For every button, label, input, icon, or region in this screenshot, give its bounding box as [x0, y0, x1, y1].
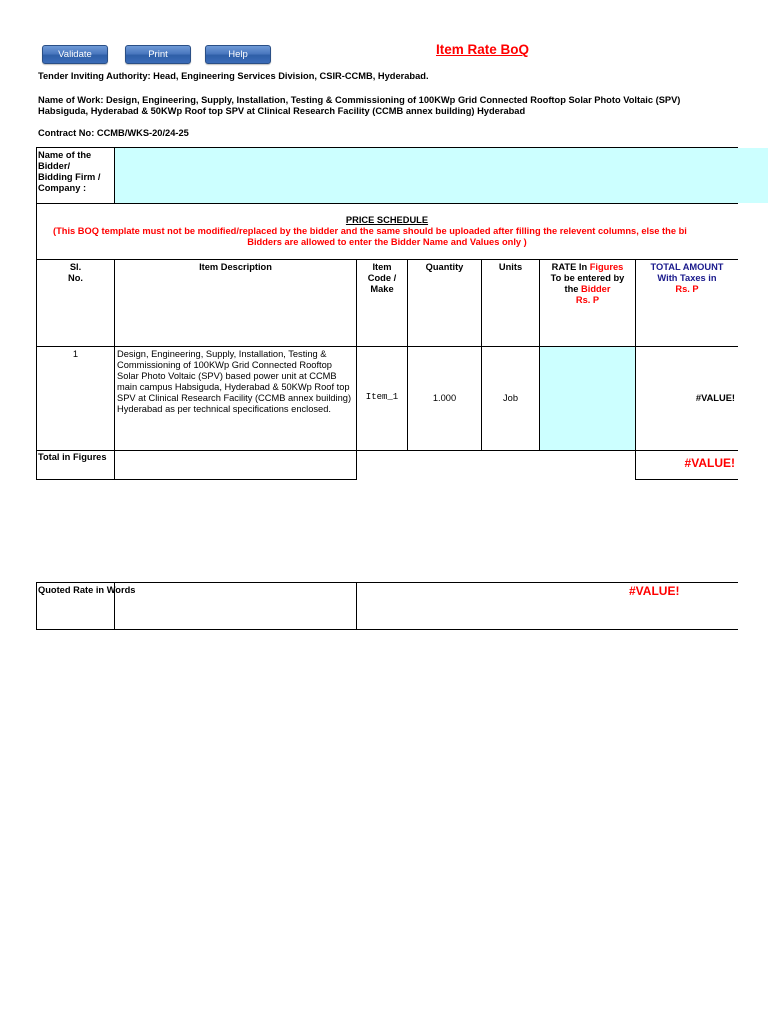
- words-label: Quoted Rate in Words: [38, 585, 136, 595]
- col-header-sl: Sl. No.: [68, 262, 83, 283]
- schedule-note-line1: (This BOQ template must not be modified/replaced by the bidder and the same should be uploaded after filling the relevent columns, else the bi: [53, 226, 687, 236]
- contract-no: Contract No: CCMB/WKS-20/24-25: [38, 128, 189, 138]
- bidder-name-input[interactable]: [115, 148, 768, 203]
- name-of-work-line1: Name of Work: Design, Engineering, Supply, Installation, Testing & Commissioning of 100KWp Grid Connected Rooftop Solar Photo Voltaic (SPV): [38, 95, 681, 105]
- row-code: Item_1: [365, 392, 399, 402]
- words-value: #VALUE!: [629, 584, 680, 598]
- page-title: Item Rate BoQ: [436, 42, 530, 57]
- col-header-units: Units: [498, 262, 523, 272]
- rate-input[interactable]: [540, 347, 635, 450]
- help-button[interactable]: Help: [205, 45, 271, 64]
- total-figures-label: Total in Figures: [38, 452, 107, 462]
- col-header-total: TOTAL AMOUNT With Taxes in Rs. P: [650, 262, 724, 294]
- price-schedule-heading: PRICE SCHEDULE: [345, 215, 429, 225]
- row-description: Design, Engineering, Supply, Installation, Testing & Commissioning of 100KWp Grid Connected Rooftop Solar Photo Voltaic (SPV) based power unit at CCMB main campus Habsiguda, Hyderabad & 50KWp Roof top SPV at Clinical Research Facility (CCMB annex building) Hyderabad as per technical specifications enclosed.: [117, 349, 352, 414]
- print-button[interactable]: Print: [125, 45, 191, 64]
- schedule-note-line2: Bidders are allowed to enter the Bidder Name and Values only ): [247, 237, 527, 247]
- tender-authority: Tender Inviting Authority: Head, Engineering Services Division, CSIR-CCMB, Hyderabad.: [38, 71, 429, 81]
- col-header-quantity: Quantity: [425, 262, 464, 272]
- validate-button[interactable]: Validate: [42, 45, 108, 64]
- row-units: Job: [503, 393, 518, 403]
- total-figures-value: #VALUE!: [684, 456, 735, 470]
- row-quantity: 1.000: [432, 393, 457, 403]
- col-header-rate: RATE In Figures To be entered by the Bidder Rs. P: [550, 262, 625, 305]
- name-of-work-line2: Habsiguda, Hyderabad & 50KWp Roof top SPV at Clinical Research Facility (CCMB annex building) Hyderabad: [38, 106, 526, 116]
- row-sl: 1: [72, 349, 79, 359]
- col-header-code: Item Code / Make: [367, 262, 397, 294]
- col-header-description: Item Description: [199, 262, 272, 272]
- row-total: #VALUE!: [695, 393, 735, 403]
- bidder-label: Name of the Bidder/ Bidding Firm / Company :: [38, 150, 101, 193]
